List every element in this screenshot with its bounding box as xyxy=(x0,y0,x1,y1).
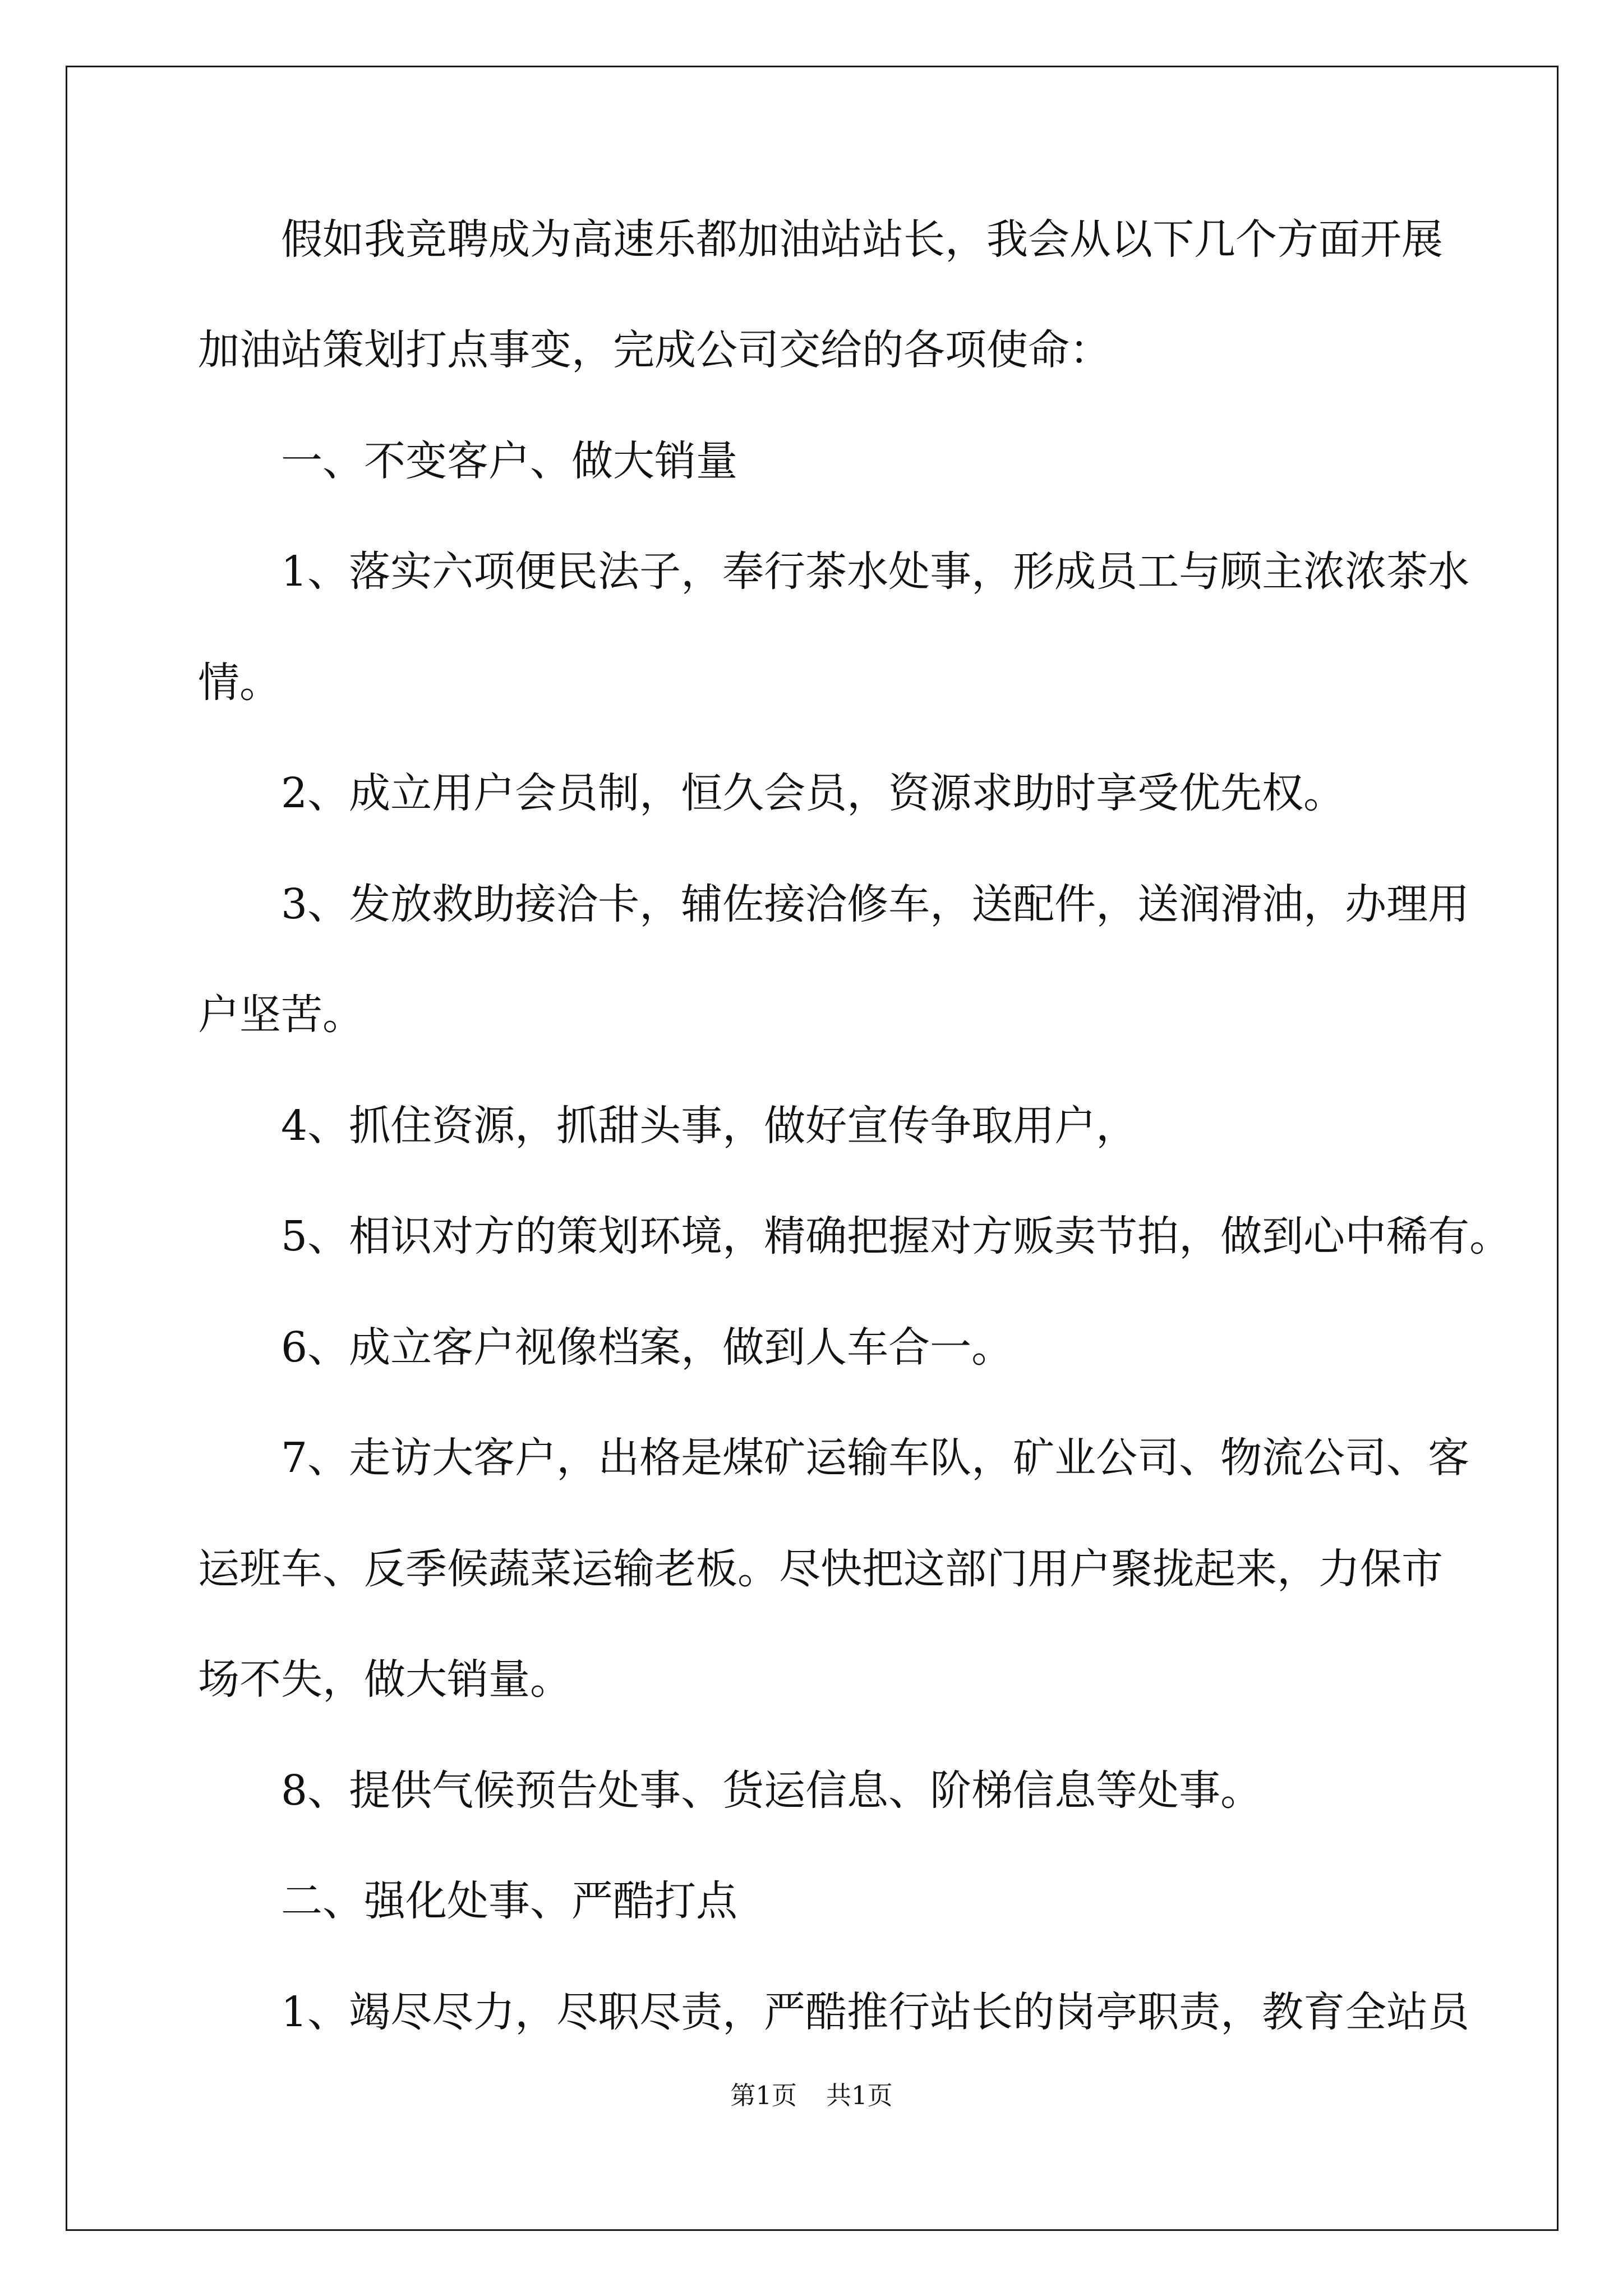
text-line: 假如我竞聘成为高速乐都加油站站长，我会从以下几个方面开展 xyxy=(198,215,1443,264)
text-line: 运班车、反季候蔬菜运输老板。尽快把这部门用户聚拢起来，力保市 xyxy=(198,1545,1443,1593)
page-footer xyxy=(0,2083,1623,2108)
text-line: 5、相识对方的策划环境，精确把握对方贩卖节拍，做到心中稀有。 xyxy=(198,1212,1511,1260)
text-line: 6、成立客户视像档案，做到人车合一。 xyxy=(198,1323,1013,1372)
text-line: 加油站策划打点事变，完成公司交给的各项使命： xyxy=(198,326,1111,374)
section-heading: 一、不变客户、做大销量 xyxy=(198,437,737,485)
text-line: 户坚苦。 xyxy=(198,991,364,1039)
page-total: 共1页 xyxy=(826,2081,893,2110)
text-line: 3、发放救助接洽卡，辅佐接洽修车，送配件，送润滑油，办理用 xyxy=(198,880,1470,928)
text-line: 1、竭尽尽力，尽职尽责，严酷推行站长的岗亭职责，教育全站员 xyxy=(198,1988,1470,2036)
text-line: 8、提供气候预告处事、货运信息、阶梯信息等处事。 xyxy=(198,1766,1262,1815)
text-line: 1、落实六项便民法子，奉行茶水处事，形成员工与顾主浓浓茶水 xyxy=(198,547,1470,596)
text-line: 7、走访大客户，出格是煤矿运输车队，矿业公司、物流公司、客 xyxy=(198,1434,1470,1482)
text-line: 场不失，做大销量。 xyxy=(198,1655,571,1704)
page-number: 第1页 xyxy=(730,2081,797,2110)
text-line: 4、抓住资源，抓甜头事，做好宣传争取用户， xyxy=(198,1102,1138,1150)
text-line: 情。 xyxy=(198,659,281,707)
section-heading: 二、强化处事、严酷打点 xyxy=(198,1877,737,1925)
text-line: 2、成立用户会员制，恒久会员，资源求助时享受优先权。 xyxy=(198,769,1345,817)
